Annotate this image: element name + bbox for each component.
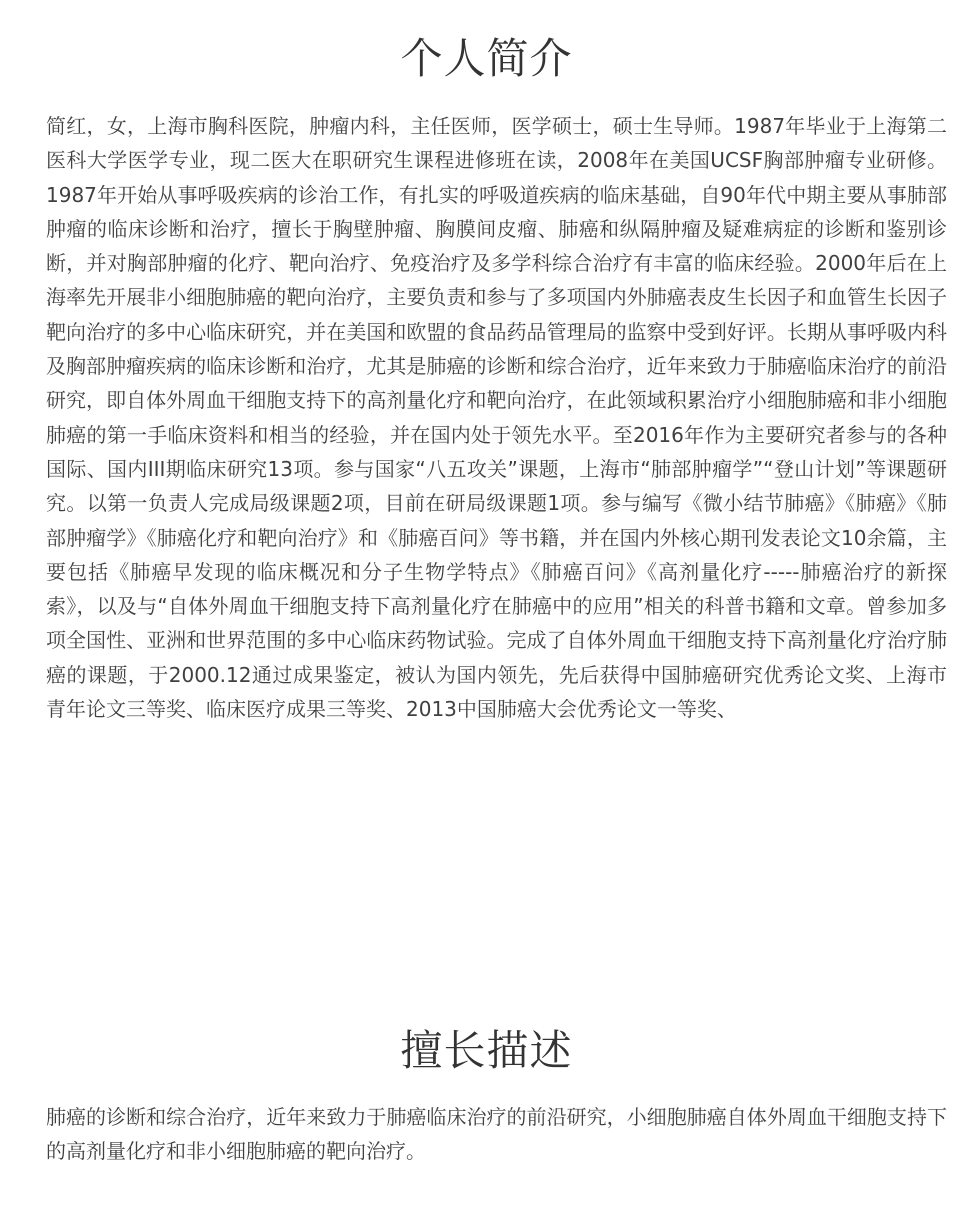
specialty-paragraph: 肺癌的诊断和综合治疗，近年来致力于肺癌临床治疗的前沿研究，小细胞肺癌自体外周血干细胞支持下的高剂量化疗和非小细胞肺癌的靶向治疗。 — [46, 1105, 947, 1164]
intro-paragraph: 简红，女，上海市胸科医院，肿瘤内科，主任医师，医学硕士，硕士生导师。1987年毕业于上海第二医科大学医学专业，现二医大在职研究生课程进修班在读，2008年在美国UCSF胸部肿瘤专业研修。1987年开始从事呼吸疾病的诊治工作，有扎实的呼吸道疾病的临床基础，自90年代中期主要从事肺部肿瘤的临床诊断和治疗，擅长于胸壁肿瘤、胸膜间皮瘤、肺癌和纵隔肿瘤及疑难病症的诊断和鉴别诊断，并对胸部肿瘤的化疗、靶向治疗、免疫治疗及多学科综合治疗有丰富的临床经验。2000年后在上海率先开展非小细胞肺癌的靶向治疗，主要负责和参与了多项国内外肺癌表皮生长因子和血管生长因子靶向治疗的多中心临床研究，并在美国和欧盟的食品药品管理局的监察中受到好评。长期从事呼吸内科及胸部肿瘤疾病的临床诊断和治疗，尤其是肺癌的诊断和综合治疗，近年来致力于肺癌临床治疗的前沿研究，即自体外周血干细胞支持下的高剂量化疗和靶向治疗，在此领域积累治疗小细胞肺癌和非小细胞肺癌的第一手临床资料和相当的经验，并在国内处于领先水平。至2016年作为主要研究者参与的各种国际、国内III期临床研究13项。参与国家“八五攻关”课题，上海市“肺部肿瘤学”“登山计划”等课题研究。以第一负责人完成局级课题2项，目前在研局级课题1项。参与编写《微小结节肺癌》《肺癌》《肺部肿瘤学》《肺癌化疗和靶向治疗》和《肺癌百问》等书籍，并在国内外核心期刊发表论文10余篇，主要包括《肺癌早发现的临床概况和分子生物学特点》《肺癌百问》《高剂量化疗-----肺癌治疗的新探索》，以及与“自体外周血干细胞支持下高剂量化疗在肺癌中的应用”相关的科普书籍和文章。曾参加多项全国性、亚洲和世界范围的多中心临床药物试验。完成了自体外周血干细胞支持下高剂量化疗治疗肺癌的课题，于2000.12通过成果鉴定，被认为国内领先，先后获得中国肺癌研究优秀论文奖、上海市青年论文三等奖、临床医疗成果三等奖、2013中国肺癌大会优秀论文一等奖、 — [46, 114, 947, 722]
specialty-heading: 擅长描述 — [400, 1026, 573, 1075]
intro-heading: 个人简介 — [400, 34, 573, 83]
